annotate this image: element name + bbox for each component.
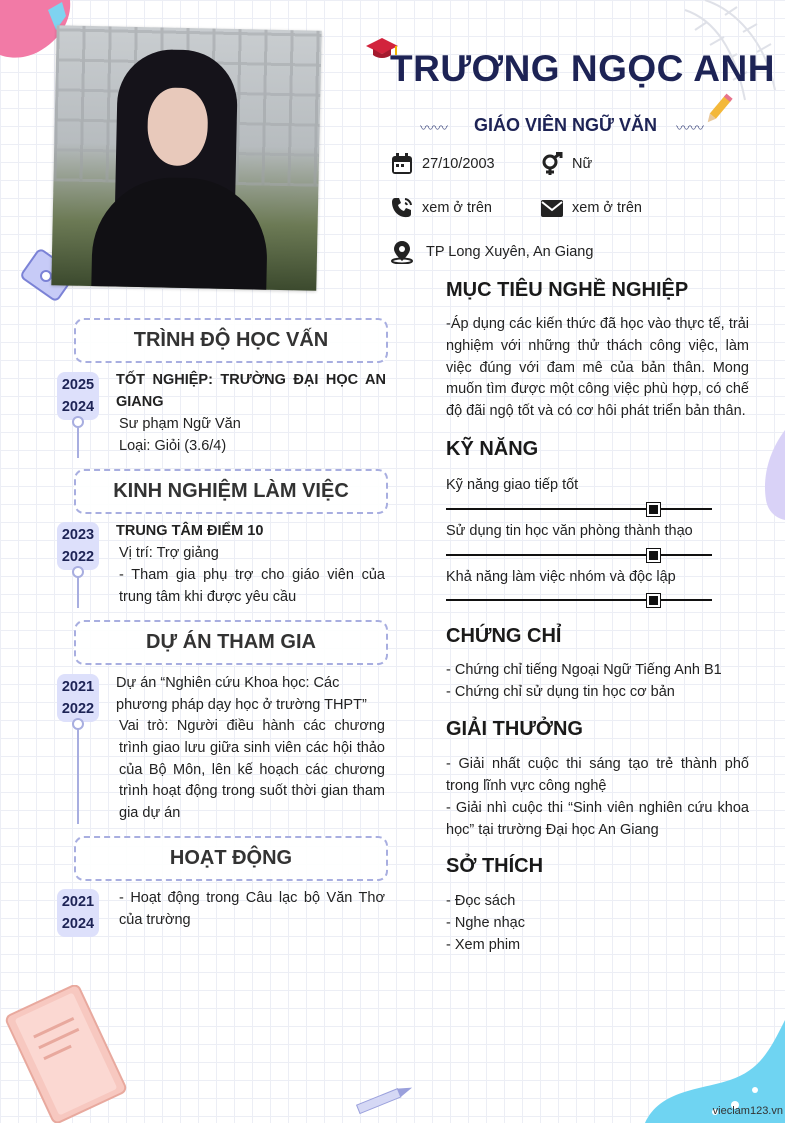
activities-year-end: 2024 bbox=[61, 916, 95, 932]
award-item: - Giải nhì cuộc thi “Sinh viên nghiên cứu khoa học” tại trường Đại học An Giang bbox=[446, 800, 749, 838]
address-row bbox=[390, 240, 593, 264]
education-school: TỐT NGHIỆP: TRƯỜNG ĐẠI HỌC AN GIANG bbox=[116, 372, 386, 410]
job-title: GIÁO VIÊN NGỮ VĂN bbox=[474, 115, 657, 135]
timeline-line bbox=[77, 426, 79, 458]
pencil-bottom-decoration bbox=[350, 1078, 420, 1118]
location-pin-icon bbox=[390, 240, 414, 264]
phone-row bbox=[390, 196, 492, 220]
skill-label: Sử dụng tin học văn phòng thành thạo bbox=[446, 523, 693, 539]
skill-label: Khả năng làm việc nhóm và độc lập bbox=[446, 569, 676, 585]
education-year-start: 2025 bbox=[61, 377, 95, 393]
birthdate-value: 27/10/2003 bbox=[422, 156, 495, 172]
projects-heading: DỰ ÁN THAM GIA bbox=[74, 620, 388, 665]
envelope-icon bbox=[540, 196, 564, 220]
gender-row bbox=[540, 152, 592, 176]
activities-years bbox=[57, 889, 99, 937]
project-role: Vai trò: Người điều hành các chương trình giao lưu giữa sinh viên các hội thảo của Bộ Môn, lên kế hoạch các chương trình hoạt động trong suốt thời gian tham gia dự án bbox=[119, 718, 385, 822]
phone-value: xem ở trên bbox=[422, 200, 492, 216]
activities-heading: HOẠT ĐỘNG bbox=[74, 836, 388, 881]
skill-bar-track bbox=[446, 599, 712, 601]
hobby-item: - Nghe nhạc bbox=[446, 915, 525, 931]
activities-description: - Hoạt động trong Câu lạc bộ Văn Thơ của trường bbox=[119, 890, 385, 928]
education-heading: TRÌNH ĐỘ HỌC VẤN bbox=[74, 318, 388, 363]
address-value: TP Long Xuyên, An Giang bbox=[426, 244, 594, 260]
experience-company: TRUNG TÂM ĐIỂM 10 bbox=[116, 523, 264, 539]
wave-left-decoration: 〰〰 bbox=[420, 120, 448, 136]
skill-bar-knob bbox=[647, 549, 660, 562]
experience-years bbox=[57, 522, 99, 570]
projects-year-end: 2022 bbox=[61, 701, 95, 717]
experience-heading: KINH NGHIỆM LÀM VIỆC bbox=[74, 469, 388, 514]
footer-watermark[interactable]: vieclam123.vn bbox=[712, 1105, 783, 1117]
skill-label: Kỹ năng giao tiếp tốt bbox=[446, 477, 579, 493]
experience-position: Vị trí: Trợ giảng bbox=[119, 545, 219, 561]
certificates-heading: CHỨNG CHỈ bbox=[446, 625, 562, 647]
education-years bbox=[57, 372, 99, 420]
timeline-line bbox=[77, 728, 79, 824]
experience-year-start: 2023 bbox=[61, 527, 95, 543]
skill-bar-knob bbox=[647, 594, 660, 607]
phone-icon bbox=[390, 196, 414, 220]
education-year-end: 2024 bbox=[61, 399, 95, 415]
gender-icon bbox=[540, 152, 564, 176]
book-decoration bbox=[4, 985, 129, 1123]
education-grade: Loại: Giỏi (3.6/4) bbox=[119, 438, 227, 454]
hobby-item: - Xem phim bbox=[446, 937, 521, 953]
projects-years bbox=[57, 674, 99, 722]
email-row bbox=[540, 196, 642, 220]
birthdate-row bbox=[390, 152, 495, 176]
profile-photo bbox=[51, 25, 321, 290]
timeline-line bbox=[77, 576, 79, 608]
project-name: Dự án “Nghiên cứu Khoa học: Các phương pháp dạy học ở trường THPT” bbox=[116, 675, 367, 713]
projects-year-start: 2021 bbox=[61, 679, 95, 695]
awards-heading: GIẢI THƯỞNG bbox=[446, 718, 583, 740]
skills-heading: KỸ NĂNG bbox=[446, 438, 539, 460]
experience-year-end: 2022 bbox=[61, 549, 95, 565]
skill-bar-track bbox=[446, 554, 712, 556]
skill-bar-track bbox=[446, 508, 712, 510]
objective-text: -Áp dụng các kiến thức đã học vào thực tế, trải nghiệm với những thử thách công việc, làm việc đúng với đam mê của bản thân. Mong muốn tìm được một công việc phù hợp, có chế độ đãi ngộ tốt và có cơ hôi phát triển bản thân. bbox=[446, 316, 749, 420]
certificate-item: - Chứng chỉ tiếng Ngoại Ngữ Tiếng Anh B1 bbox=[446, 662, 722, 678]
objective-heading: MỤC TIÊU NGHỀ NGHIỆP bbox=[446, 279, 689, 301]
gender-value: Nữ bbox=[572, 156, 593, 172]
education-major: Sư phạm Ngữ Văn bbox=[119, 416, 241, 432]
award-item: - Giải nhất cuộc thi sáng tạo trẻ thành phố trong lĩnh vực công nghệ bbox=[446, 756, 749, 794]
right-blob-decoration bbox=[762, 430, 785, 520]
hobby-item: - Đọc sách bbox=[446, 893, 516, 909]
activities-year-start: 2021 bbox=[61, 894, 95, 910]
experience-description: - Tham gia phụ trợ cho giáo viên của trung tâm khi được yêu cầu bbox=[119, 567, 385, 605]
wave-right-decoration: 〰〰 bbox=[676, 120, 704, 136]
email-value: xem ở trên bbox=[572, 200, 642, 216]
pencil-icon bbox=[702, 92, 734, 128]
hobbies-heading: SỞ THÍCH bbox=[446, 855, 544, 877]
skill-bar-knob bbox=[647, 503, 660, 516]
candidate-name: TRƯƠNG NGỌC ANH bbox=[390, 48, 775, 89]
calendar-icon bbox=[390, 152, 414, 176]
certificate-item: - Chứng chỉ sử dụng tin học cơ bản bbox=[446, 684, 675, 700]
